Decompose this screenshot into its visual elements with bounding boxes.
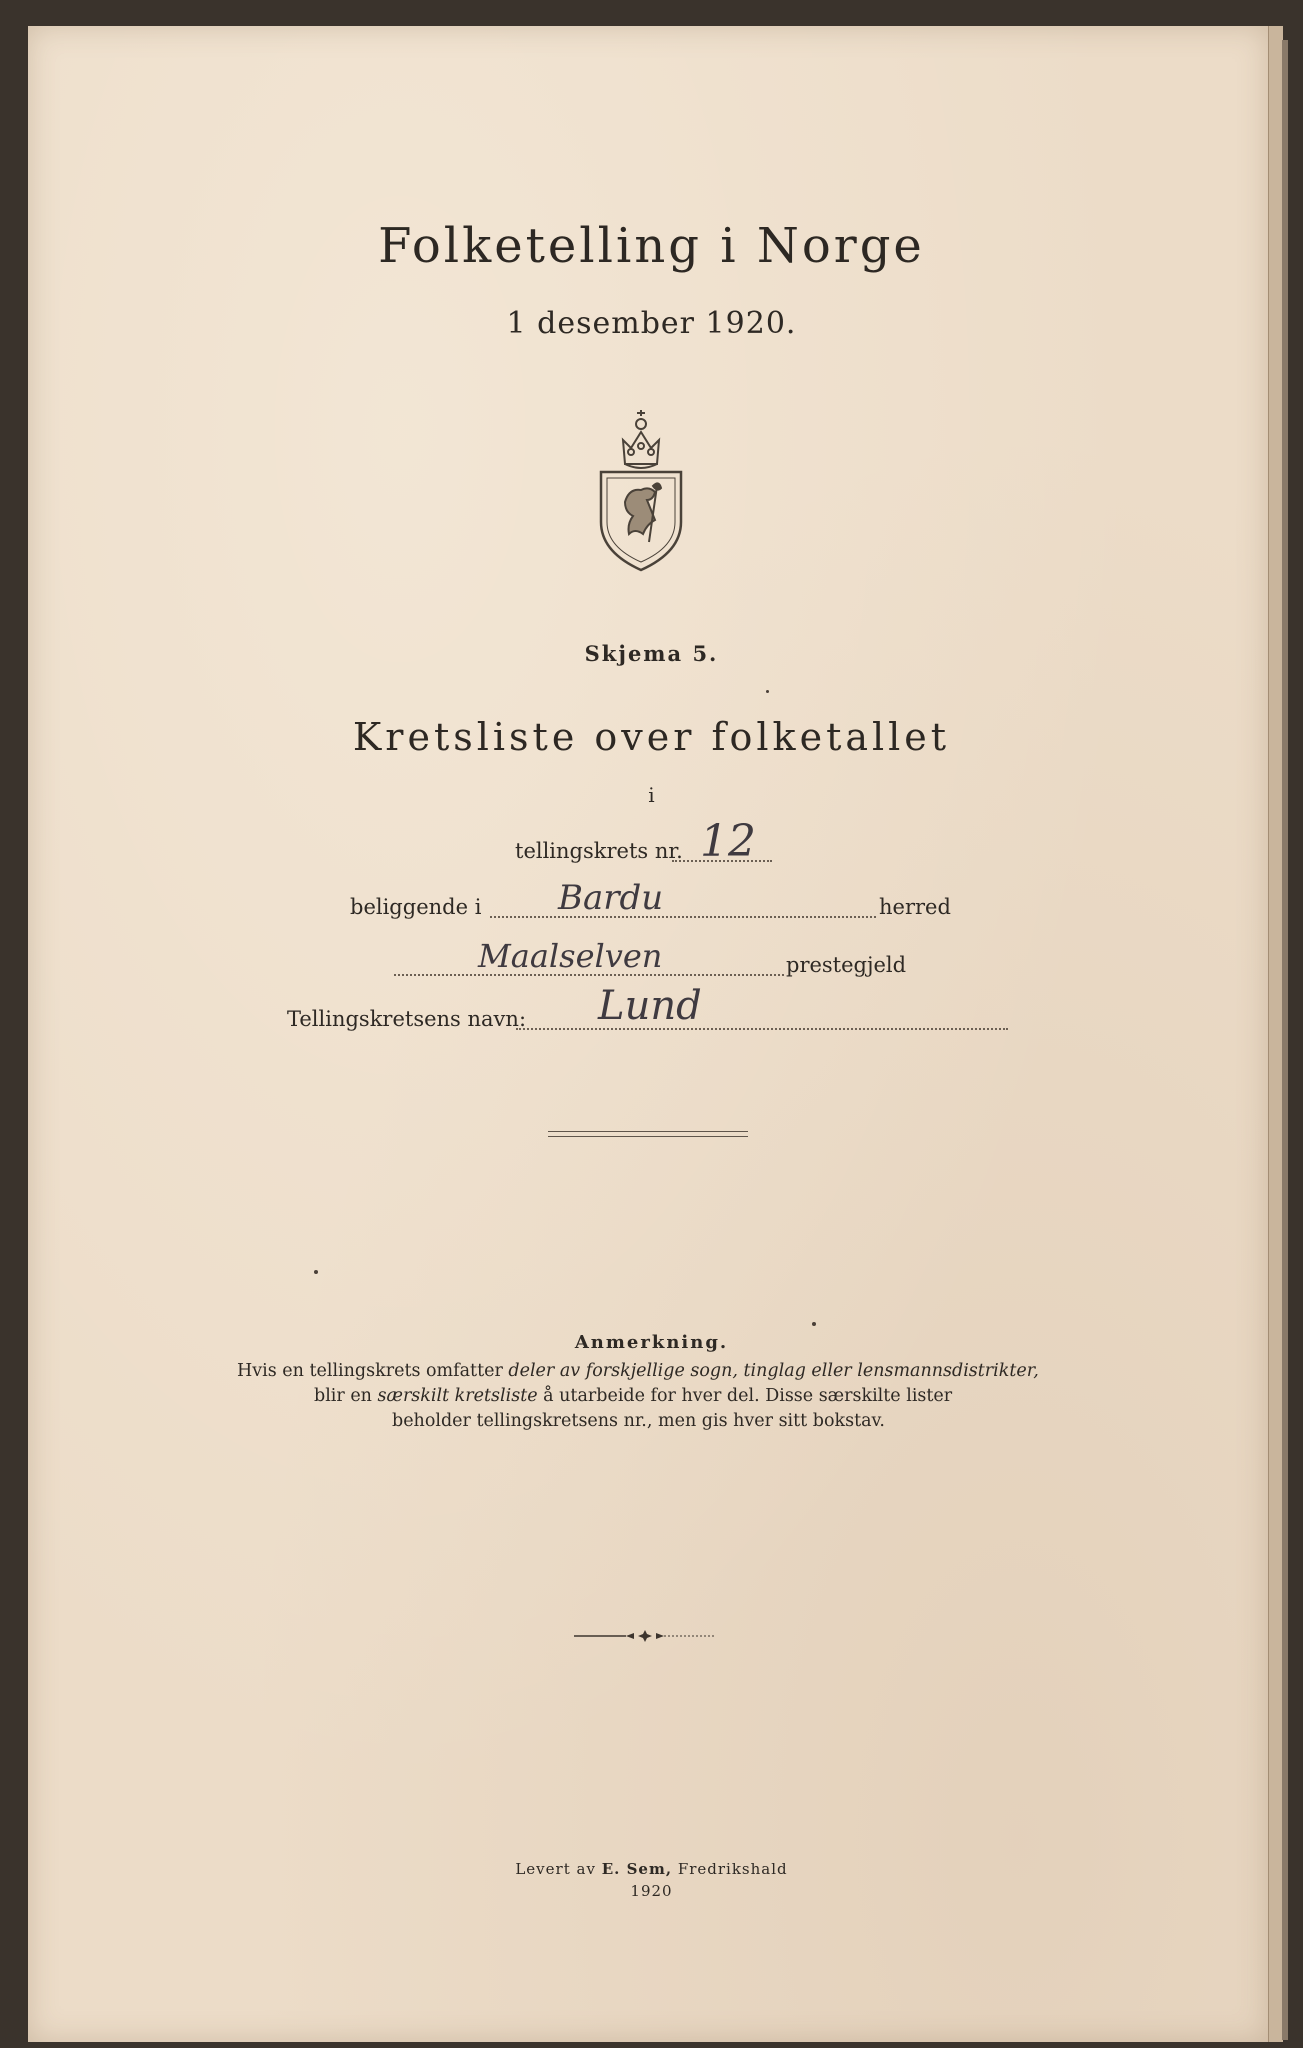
printer-name: E. Sem, bbox=[601, 1860, 673, 1878]
note-title: Anmerkning. bbox=[574, 1332, 729, 1353]
form-title: Folketelling i Norge bbox=[378, 218, 925, 274]
municipality-value: Bardu bbox=[558, 878, 664, 918]
district-name-label: Tellingskretsens navn: bbox=[287, 1007, 527, 1031]
note-line-3: beholder tellingskretsens nr., men gis hver sitt bokstav. bbox=[392, 1411, 885, 1431]
census-date: 1 desember 1920. bbox=[506, 306, 797, 341]
ink-speck bbox=[766, 690, 769, 693]
herred-label: herred bbox=[879, 895, 951, 919]
note-line-2 bbox=[314, 1386, 952, 1406]
ornament-icon bbox=[570, 1628, 720, 1644]
located-in-line bbox=[490, 916, 876, 918]
district-name-line bbox=[516, 1028, 1008, 1030]
note-line-1-emphasis: deler av forskjellige sogn, tinglag eller lensmannsdistrikter, bbox=[508, 1361, 1039, 1381]
located-in-label: beliggende i bbox=[350, 895, 482, 919]
norwegian-coat-of-arms-icon bbox=[595, 402, 687, 574]
note-line-2-emphasis: særskilt kretsliste bbox=[377, 1386, 538, 1406]
district-number-value: 12 bbox=[700, 816, 756, 867]
district-name-value: Lund bbox=[598, 983, 702, 1029]
ink-speck bbox=[314, 1270, 318, 1274]
note-line-2-text-a: blir en bbox=[314, 1386, 378, 1406]
note-line-1 bbox=[237, 1361, 1039, 1381]
parish-label: prestegjeld bbox=[786, 953, 907, 977]
district-number-label: tellingskrets nr. bbox=[515, 839, 683, 863]
printer-place: Fredrikshald bbox=[672, 1860, 788, 1878]
parish-value: Maalselven bbox=[478, 937, 663, 975]
printer-year: 1920 bbox=[630, 1882, 673, 1900]
ink-speck bbox=[812, 1322, 816, 1326]
connector-word: i bbox=[648, 783, 655, 807]
printer-prefix: Levert av bbox=[515, 1860, 602, 1878]
form-heading: Kretsliste over folketallet bbox=[352, 715, 951, 759]
printer-credit bbox=[0, 1860, 1303, 1878]
note-line-2-text-b: å utarbeide for hver del. Disse særskilte lister bbox=[537, 1386, 953, 1406]
section-divider bbox=[548, 1131, 748, 1137]
note-line-1-text: Hvis en tellingskrets omfatter bbox=[237, 1361, 509, 1381]
schema-number: Skjema 5. bbox=[584, 641, 719, 666]
